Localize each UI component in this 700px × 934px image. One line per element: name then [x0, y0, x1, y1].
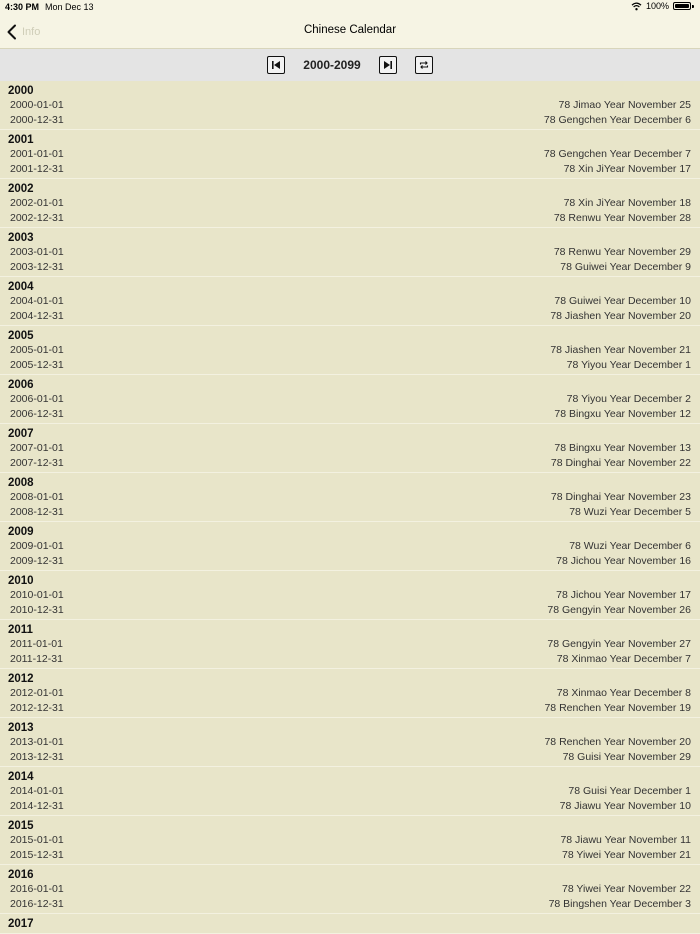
gregorian-date: 2003-12-31 [10, 260, 64, 273]
battery-tip [692, 5, 694, 8]
gregorian-date: 2002-01-01 [10, 197, 64, 209]
gregorian-date: 2012-12-31 [10, 701, 64, 714]
year-header: 2006 [8, 379, 34, 391]
date-row[interactable] [0, 554, 700, 569]
year-group [0, 473, 700, 522]
year-header: 2008 [8, 477, 34, 489]
gregorian-date: 2015-01-01 [10, 834, 64, 846]
date-row[interactable] [0, 882, 700, 897]
date-row[interactable] [0, 539, 700, 554]
year-header: 2007 [8, 428, 34, 440]
year-header: 2010 [8, 575, 34, 587]
chinese-date: 78 Guiwei Year December 9 [560, 260, 691, 273]
chinese-date: 78 Jiashen Year November 20 [550, 309, 691, 322]
chinese-date: 78 Xin JiYear November 18 [563, 197, 691, 209]
gregorian-date: 2011-01-01 [10, 638, 63, 650]
year-header: 2013 [8, 722, 34, 734]
gregorian-date: 2016-01-01 [10, 883, 64, 895]
gregorian-date: 2016-12-31 [10, 897, 64, 910]
chinese-date: 78 Guisi Year November 29 [562, 750, 691, 763]
range-label: 2000-2099 [303, 58, 361, 72]
year-group [0, 865, 700, 914]
chinese-date: 78 Xinmao Year December 8 [556, 687, 691, 699]
date-row[interactable] [0, 505, 700, 520]
date-row[interactable] [0, 848, 700, 863]
gregorian-date: 2004-12-31 [10, 309, 64, 322]
page-title: Chinese Calendar [303, 24, 397, 36]
year-group [0, 130, 700, 179]
date-row[interactable] [0, 309, 700, 324]
chinese-date: 78 Wuzi Year December 5 [569, 505, 691, 518]
gregorian-date: 2006-12-31 [10, 407, 64, 420]
chinese-date: 78 Bingxu Year November 12 [554, 407, 691, 420]
year-header: 2001 [8, 134, 34, 146]
date-row[interactable] [0, 588, 700, 603]
year-header: 2005 [8, 330, 34, 342]
chinese-date: 78 Jiawu Year November 10 [559, 799, 691, 812]
navigation-bar [0, 14, 700, 49]
chinese-date: 78 Yiwei Year November 22 [562, 883, 691, 895]
date-row[interactable] [0, 260, 700, 275]
date-row[interactable] [0, 147, 700, 162]
year-group [0, 718, 700, 767]
chinese-date: 78 Jiashen Year November 21 [550, 344, 691, 356]
year-group [0, 81, 700, 130]
gregorian-date: 2001-01-01 [10, 148, 64, 160]
year-header: 2015 [8, 820, 34, 832]
chinese-date: 78 Renchen Year November 20 [544, 736, 691, 748]
year-group [0, 816, 700, 865]
year-header: 2004 [8, 281, 34, 293]
chinese-date: 78 Gengyin Year November 26 [547, 603, 691, 616]
gregorian-date: 2012-01-01 [10, 687, 64, 699]
repeat-icon [419, 60, 429, 70]
date-row[interactable] [0, 211, 700, 226]
date-row[interactable] [0, 652, 700, 667]
gregorian-date: 2013-01-01 [10, 736, 64, 748]
chinese-date: 78 Xin JiYear November 17 [563, 162, 691, 175]
date-row[interactable] [0, 701, 700, 716]
date-row[interactable] [0, 441, 700, 456]
skip-forward-icon [383, 60, 393, 70]
gregorian-date: 2013-12-31 [10, 750, 64, 763]
year-group [0, 620, 700, 669]
year-header: 2003 [8, 232, 34, 244]
date-row[interactable] [0, 637, 700, 652]
year-group [0, 914, 700, 934]
status-time: 4:30 PM [5, 2, 40, 12]
date-row[interactable] [0, 294, 700, 309]
date-row[interactable] [0, 113, 700, 128]
battery-icon [673, 2, 691, 10]
gregorian-date: 2010-01-01 [10, 589, 64, 601]
year-header: 2009 [8, 526, 34, 538]
chinese-date: 78 Xinmao Year December 7 [556, 652, 691, 665]
chinese-date: 78 Bingxu Year November 13 [554, 442, 691, 454]
gregorian-date: 2009-12-31 [10, 554, 64, 567]
year-group [0, 571, 700, 620]
gregorian-date: 2005-01-01 [10, 344, 64, 356]
chinese-date: 78 Bingshen Year December 3 [548, 897, 691, 910]
gregorian-date: 2008-12-31 [10, 505, 64, 518]
date-row[interactable] [0, 407, 700, 422]
year-header: 2014 [8, 771, 34, 783]
year-group [0, 326, 700, 375]
year-header: 2017 [8, 918, 34, 930]
year-header: 2011 [8, 624, 33, 636]
year-group [0, 277, 700, 326]
back-label: Info [22, 26, 41, 38]
next-range-button[interactable] [379, 56, 397, 74]
gregorian-date: 2008-01-01 [10, 491, 64, 503]
date-row[interactable] [0, 392, 700, 407]
gregorian-date: 2015-12-31 [10, 848, 64, 861]
date-row[interactable] [0, 456, 700, 471]
year-header: 2016 [8, 869, 34, 881]
chinese-date: 78 Renwu Year November 29 [553, 246, 691, 258]
chinese-date: 78 Dinghai Year November 23 [550, 491, 691, 503]
gregorian-date: 2006-01-01 [10, 393, 64, 405]
gregorian-date: 2004-01-01 [10, 295, 64, 307]
chinese-date: 78 Renwu Year November 28 [553, 211, 691, 224]
year-header: 2000 [8, 85, 34, 97]
gregorian-date: 2003-01-01 [10, 246, 64, 258]
gregorian-date: 2005-12-31 [10, 358, 64, 371]
switch-button[interactable] [415, 56, 433, 74]
year-header: 2002 [8, 183, 34, 195]
chinese-date: 78 Jichou Year November 16 [556, 554, 691, 567]
date-row[interactable] [0, 196, 700, 211]
gregorian-date: 2000-01-01 [10, 99, 64, 111]
gregorian-date: 2009-01-01 [10, 540, 64, 552]
status-right [631, 1, 694, 11]
chinese-date: 78 Yiyou Year December 2 [566, 393, 691, 405]
chinese-date: 78 Dinghai Year November 22 [550, 456, 691, 469]
year-group [0, 424, 700, 473]
date-row[interactable] [0, 490, 700, 505]
chinese-date: 78 Jichou Year November 17 [556, 589, 691, 601]
date-row[interactable] [0, 784, 700, 799]
skip-back-icon [271, 60, 281, 70]
date-row[interactable] [0, 686, 700, 701]
previous-range-button[interactable] [267, 56, 285, 74]
year-group [0, 228, 700, 277]
gregorian-date: 2002-12-31 [10, 211, 64, 224]
year-group [0, 179, 700, 228]
chinese-date: 78 Jiawu Year November 11 [560, 834, 691, 846]
chinese-date: 78 Renchen Year November 19 [544, 701, 691, 714]
gregorian-date: 2000-12-31 [10, 113, 64, 126]
date-row[interactable] [0, 343, 700, 358]
chinese-date: 78 Yiyou Year December 1 [566, 358, 691, 371]
date-row[interactable] [0, 245, 700, 260]
date-row[interactable] [0, 98, 700, 113]
year-list[interactable] [0, 81, 700, 934]
year-group [0, 375, 700, 424]
date-row[interactable] [0, 735, 700, 750]
gregorian-date: 2011-12-31 [10, 652, 63, 665]
year-group [0, 767, 700, 816]
range-toolbar [0, 49, 700, 81]
gregorian-date: 2001-12-31 [10, 162, 64, 175]
gregorian-date: 2007-01-01 [10, 442, 64, 454]
date-row[interactable] [0, 358, 700, 373]
chinese-date: 78 Wuzi Year December 6 [569, 540, 691, 552]
date-row[interactable] [0, 799, 700, 814]
gregorian-date: 2014-12-31 [10, 799, 64, 812]
year-group [0, 669, 700, 718]
date-row[interactable] [0, 750, 700, 765]
chinese-date: 78 Jimao Year November 25 [558, 99, 691, 111]
status-date: Mon Dec 13 [45, 2, 94, 12]
gregorian-date: 2007-12-31 [10, 456, 64, 469]
date-row[interactable] [0, 833, 700, 848]
gregorian-date: 2010-12-31 [10, 603, 64, 616]
chinese-date: 78 Guisi Year December 1 [568, 785, 691, 797]
year-group [0, 522, 700, 571]
year-header: 2012 [8, 673, 34, 685]
chinese-date: 78 Gengchen Year December 6 [543, 113, 691, 126]
date-row[interactable] [0, 897, 700, 912]
status-bar [0, 0, 700, 14]
date-row[interactable] [0, 162, 700, 177]
date-row[interactable] [0, 603, 700, 618]
battery-percent: 100% [645, 1, 669, 11]
chinese-date: 78 Gengyin Year November 27 [547, 638, 691, 650]
chinese-date: 78 Gengchen Year December 7 [543, 148, 691, 160]
chinese-date: 78 Yiwei Year November 21 [562, 848, 691, 861]
gregorian-date: 2014-01-01 [10, 785, 64, 797]
chinese-date: 78 Guiwei Year December 10 [554, 295, 691, 307]
wifi-icon [631, 2, 642, 11]
